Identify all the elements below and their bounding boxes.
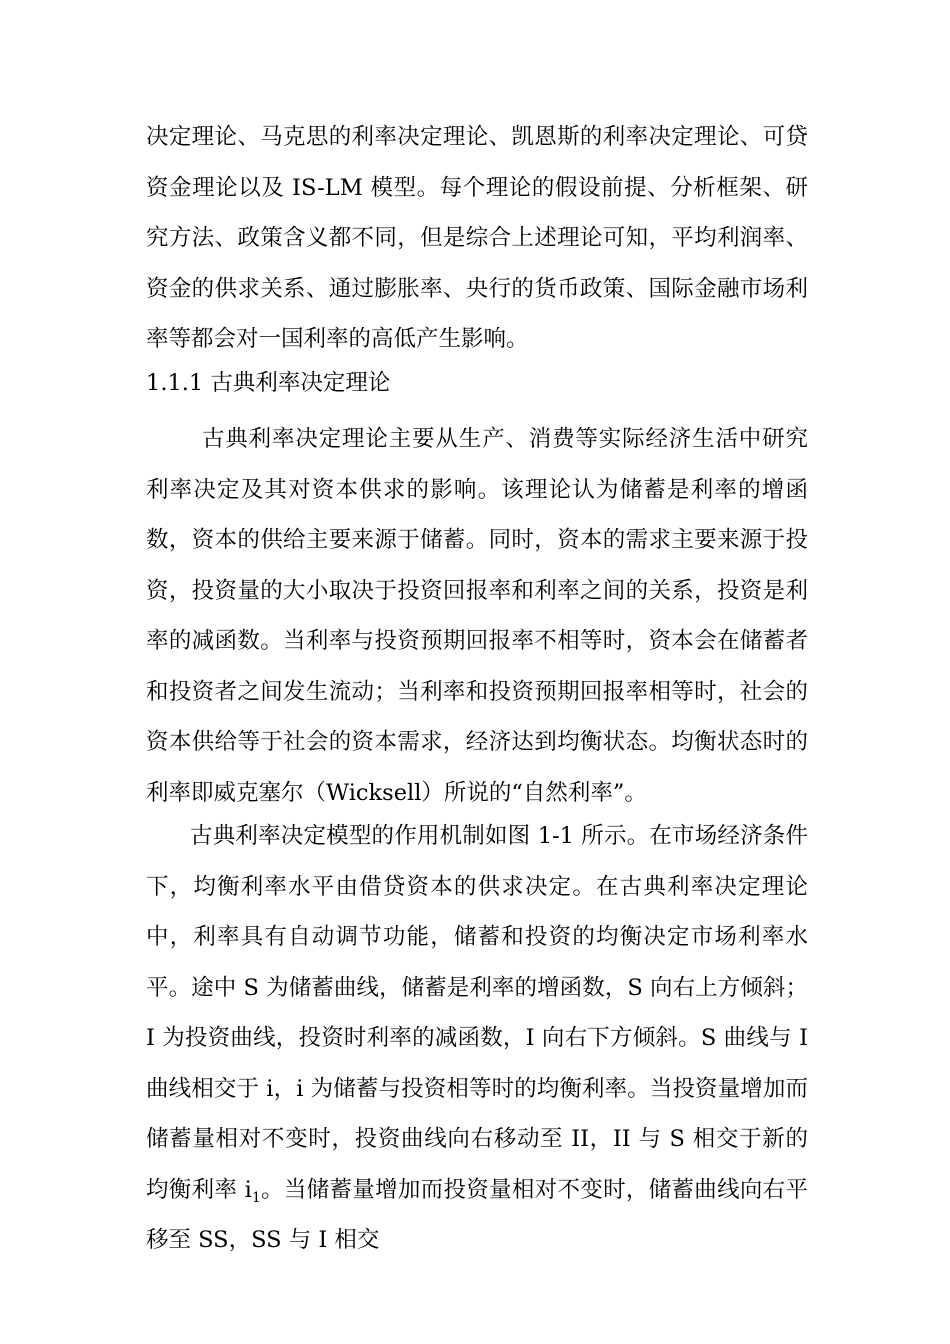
paragraph-classical-theory: 古典利率决定理论主要从生产、消费等实际经济生活中研究利率决定及其对资本供求的影响。该理论认为储蓄是利率的增函数，资本的供给主要来源于储蓄。同时，资本的需求主要来源于投资，投资量的大小取决于投资回报率和利率之间的关系，投资是利率的减函数。当利率与投资预期回报率不相等时，资本会在储蓄者和投资者之间发生流动；当利率和投资预期回报率相等时，社会的资本供给等于社会的资本需求，经济达到均衡状态。均衡状态时的利率即威克塞尔（Wicksell）所说的“自然利率”。 — [146, 426, 808, 806]
equilibrium-rate-subscript: 1 — [251, 1189, 261, 1206]
paragraph-classical-model-text-continued: 。当储蓄量增加而投资量相对不变时，储蓄曲线向右平移至 SS，SS 与 I 相交 — [146, 1176, 808, 1253]
paragraph-classical-model-text: 古典利率决定模型的作用机制如图 1-1 所示。在市场经济条件下，均衡利率水平由借贷资本的供求决定。在古典利率决定理论中，利率具有自动调节功能，储蓄和投资的均衡决定市场利率水平。途中 S 为储蓄曲线，储蓄是利率的增函数，S 向右上方倾斜；I 为投资曲线，投资时利率的减函数，I 向右下方倾斜。S 曲线与 I 曲线相交于 i，i 为储蓄与投资相等时的均衡利率。当投资量增加而储蓄量相对不变时，投资曲线向右移动至 II，II 与 S 相交于新的均衡利率 i — [146, 823, 808, 1203]
paragraph-interest-rate-theories: 决定理论、马克思的利率决定理论、凯恩斯的利率决定理论、可贷资金理论以及 IS-LM 模型。每个理论的假设前提、分析框架、研究方法、政策含义都不同，但是综合上述理论可知，平均利润率、资金的供求关系、通过膨胀率、央行的货币政策、国际金融市场利率等都会对一国利率的高低产生影响。 — [146, 124, 808, 352]
section-heading: 1.1.1 古典利率决定理论 — [146, 370, 391, 396]
paragraph-classical-model — [146, 811, 808, 1266]
